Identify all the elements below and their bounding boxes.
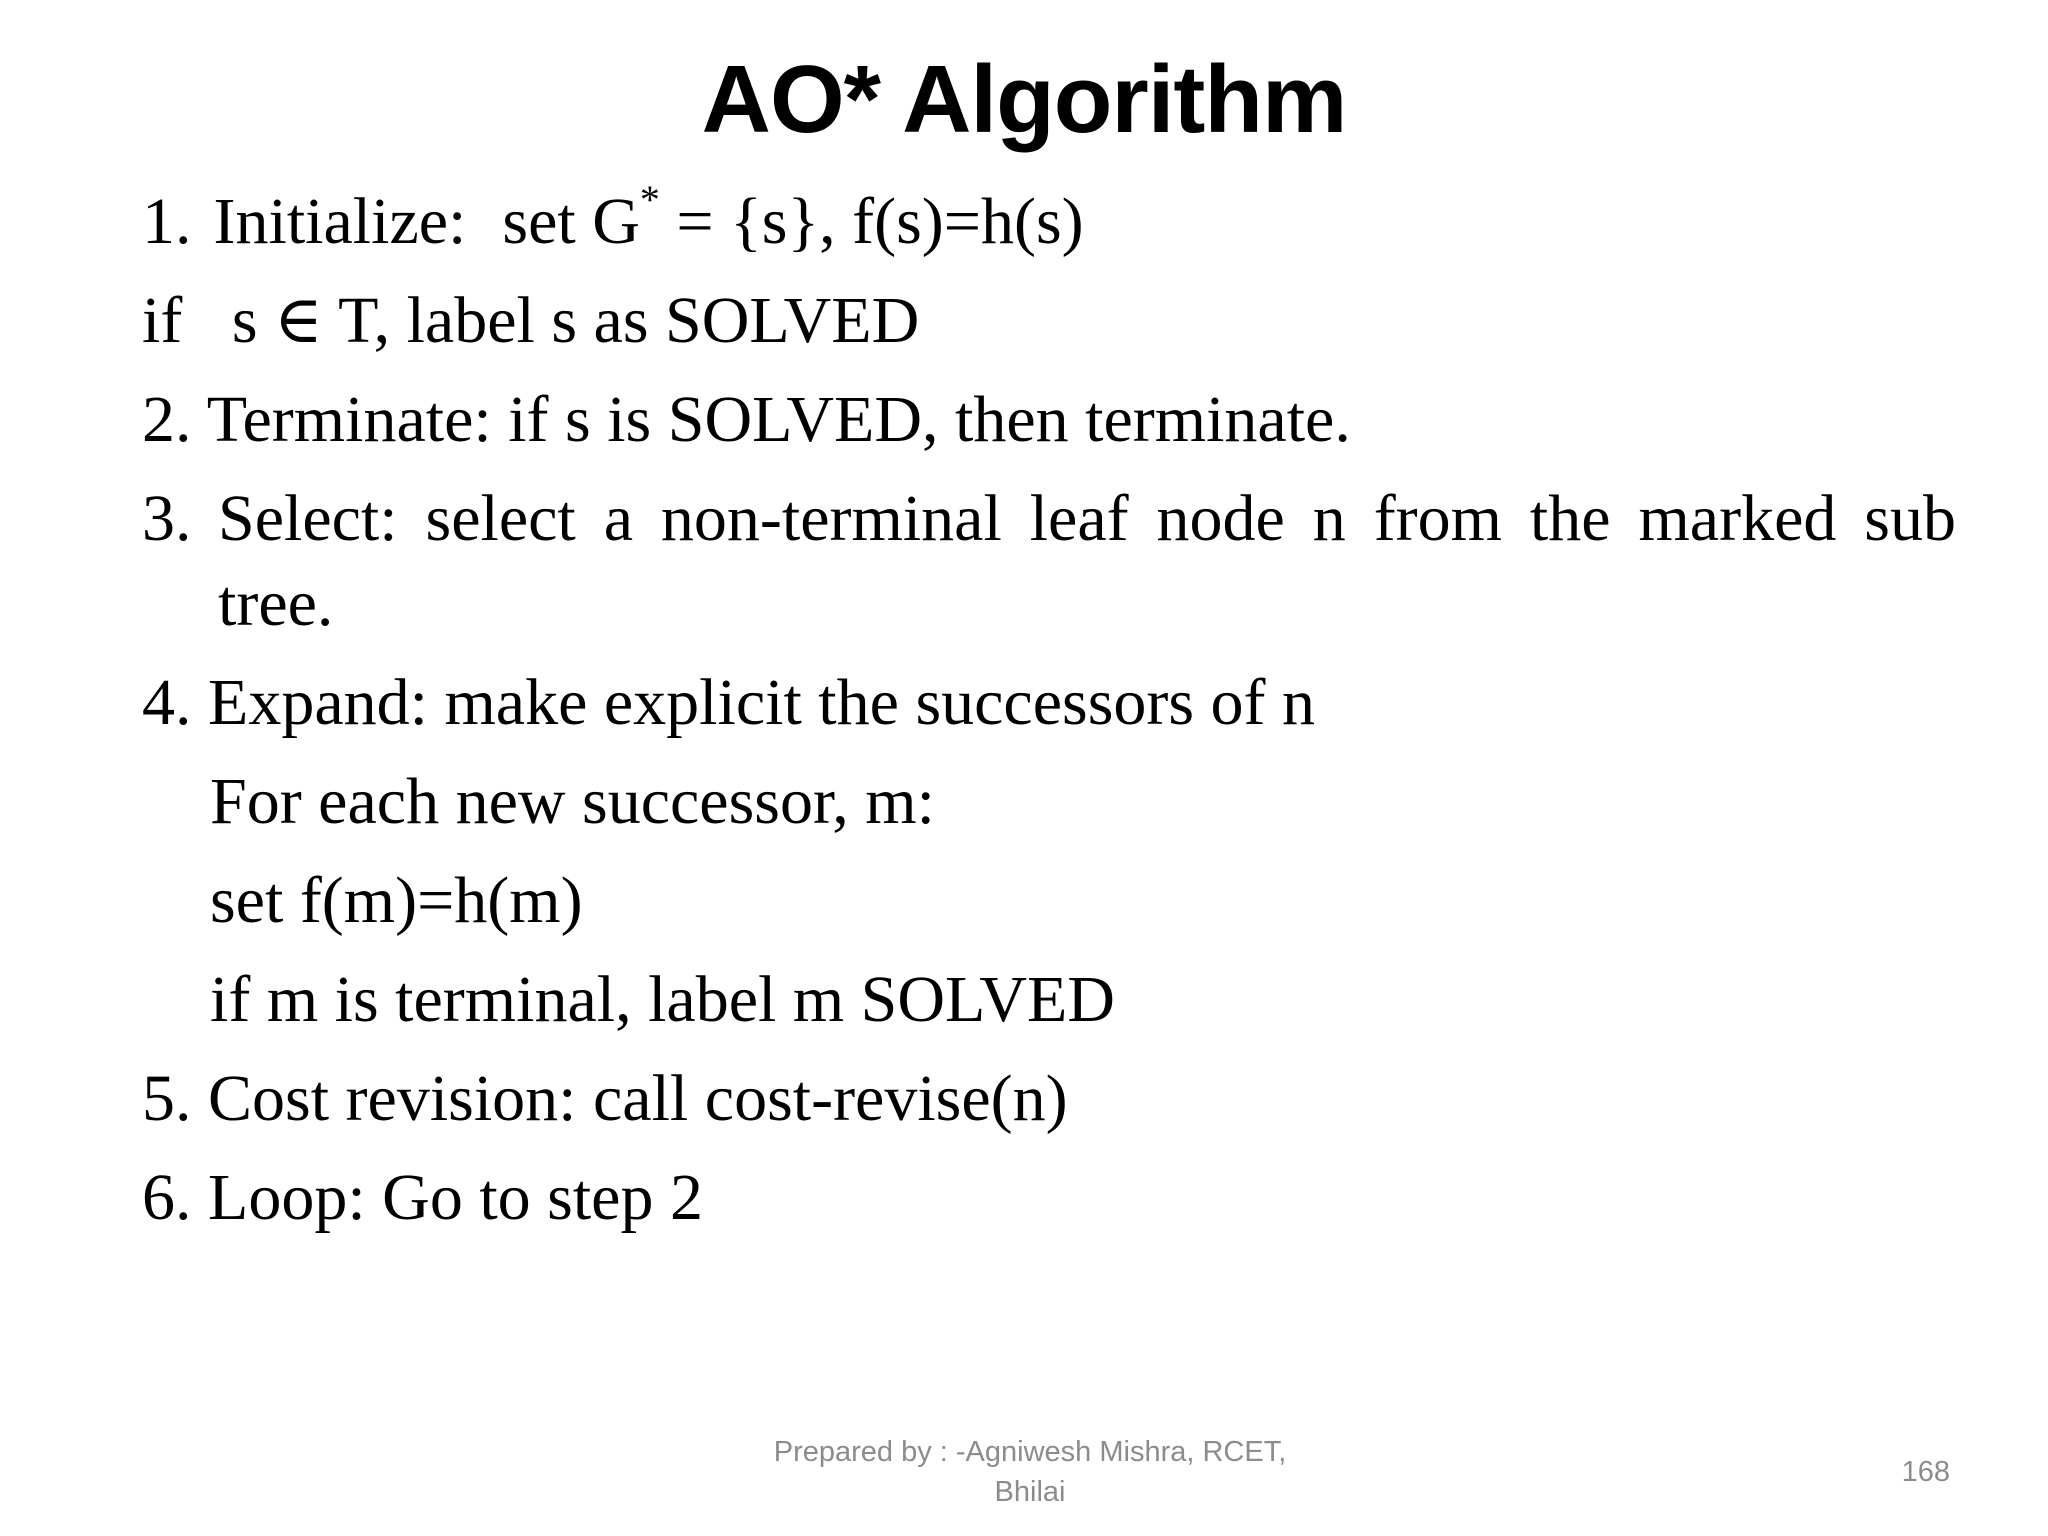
step-6-line: 6. Loop: Go to step 2 xyxy=(142,1161,703,1234)
step-5-line: 5. Cost revision: call cost-revise(n) xyxy=(142,1062,1068,1135)
step-4-terminal: if m is terminal, label m SOLVED xyxy=(210,963,1115,1036)
step-3-number: 3. xyxy=(142,482,192,555)
step-4-set-f: set f(m)=h(m) xyxy=(210,864,583,937)
step-4-line: 4. Expand: make explicit the successors of n xyxy=(142,666,1316,739)
footer-credit-line-1: Prepared by : -Agniwesh Mishra, RCET, xyxy=(773,1436,1287,1468)
step-1-star: * xyxy=(639,177,660,222)
step-1-number: 1. xyxy=(142,185,192,258)
step-1-rest: = {s}, f(s)=h(s) xyxy=(659,185,1084,258)
step-1-label: Initialize: xyxy=(213,185,467,258)
step-1-set-g: set G xyxy=(502,185,640,258)
step-2-line: 2. Terminate: if s is SOLVED, then terminate. xyxy=(142,383,1351,456)
step-3-line-1: Select: select a non-terminal leaf node n from the marked sub xyxy=(218,482,1956,555)
page-number: 168 xyxy=(1901,1456,1950,1488)
step-4-for-each: For each new successor, m: xyxy=(210,765,935,838)
step-3-line-2: tree. xyxy=(218,567,334,640)
step-1-condition: if s ∈ T, label s as SOLVED xyxy=(142,284,920,357)
footer-credit xyxy=(740,1432,1320,1512)
step-1-line xyxy=(142,177,1084,260)
slide-title: AO* Algorithm xyxy=(701,46,1347,153)
footer-credit-line-2: Bhilai xyxy=(994,1476,1066,1508)
